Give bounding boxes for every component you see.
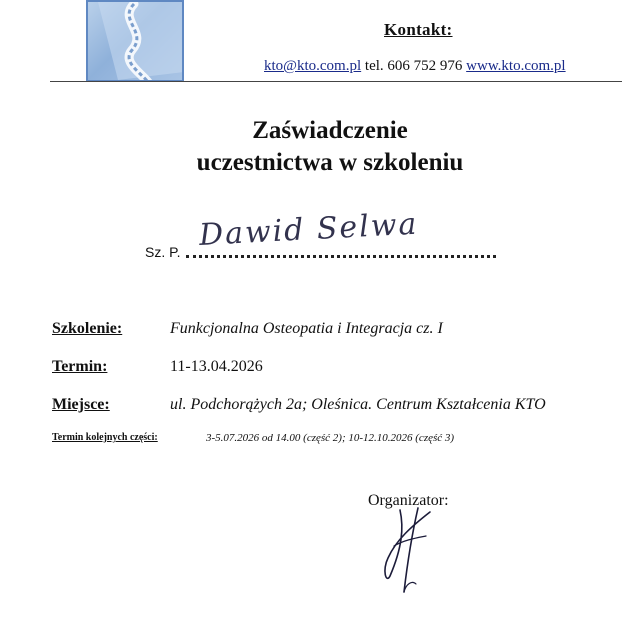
organizer-label: Organizator: — [368, 492, 449, 509]
spine-logo-icon — [86, 0, 184, 82]
certificate-title — [0, 115, 640, 179]
training-label: Szkolenie: — [52, 320, 123, 337]
title-line-1: Zaświadczenie — [252, 117, 408, 144]
contact-heading: Kontakt: — [384, 20, 453, 39]
next-dates-label: Termin kolejnych części: — [52, 432, 158, 443]
header-divider — [50, 81, 622, 82]
email-link[interactable]: kto@kto.com.pl — [264, 58, 362, 74]
website-link[interactable]: www.kto.com.pl — [466, 58, 566, 74]
date-value: 11-13.04.2026 — [170, 358, 263, 375]
place-label: Miejsce: — [52, 396, 110, 413]
participant-label: Sz. P. — [145, 244, 181, 260]
contact-line — [264, 58, 566, 75]
training-value: Funkcjonalna Osteopatia i Integracja cz. I — [170, 320, 443, 337]
date-label: Termin: — [52, 358, 108, 375]
participant-name: Dawid Selwa — [198, 206, 420, 253]
place-value: ul. Podchorążych 2a; Oleśnica. Centrum Kształcenia KTO — [170, 396, 546, 413]
phone-number: tel. 606 752 976 — [364, 58, 463, 74]
next-dates-value: 3-5.07.2026 od 14.00 (część 2); 10-12.10.2026 (część 3) — [206, 432, 455, 444]
signature-icon — [360, 488, 450, 598]
title-line-2: uczestnictwa w szkoleniu — [196, 149, 464, 176]
